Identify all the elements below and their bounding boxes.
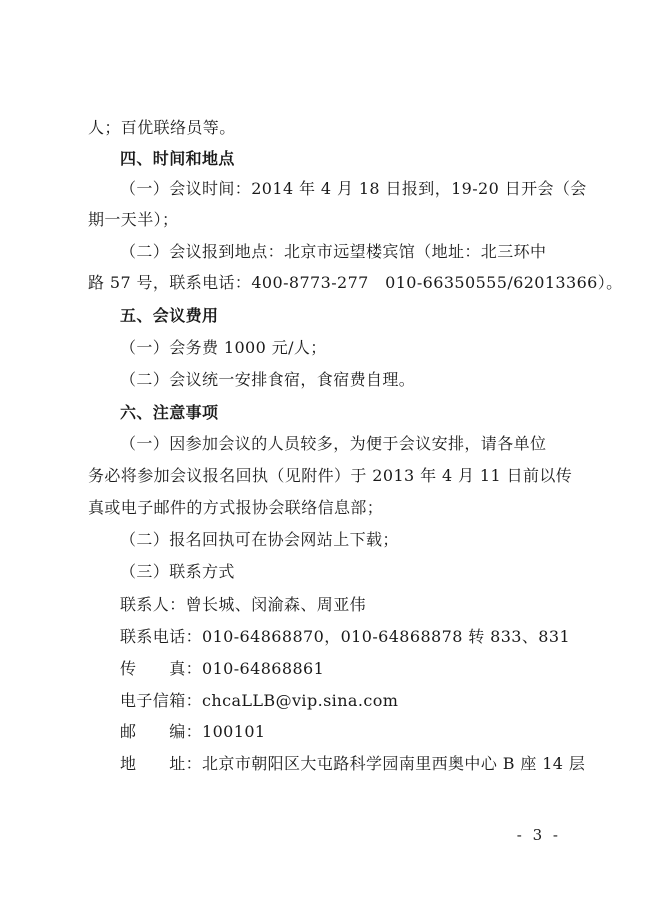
note-1-line-2: 务必将参加会议报名回执（见附件）于 2013 年 4 月 11 日前以传 bbox=[88, 466, 573, 485]
note-2: （二）报名回执可在协会网站上下载； bbox=[120, 530, 399, 549]
contact-value: 100101 bbox=[202, 722, 266, 741]
meeting-location-line-1: （二）会议报到地点：北京市远望楼宾馆（地址：北三环中 bbox=[120, 242, 547, 261]
contact-person-row bbox=[120, 594, 649, 616]
contact-value: 010-64868870，010-64868878 转 833、831 bbox=[202, 627, 571, 646]
contact-fax-row bbox=[120, 658, 649, 680]
contact-value: 北京市朝阳区大屯路科学园南里西奥中心 B 座 14 层 bbox=[202, 754, 586, 773]
page-number: - 3 - bbox=[516, 826, 561, 844]
contact-label: 邮 编： bbox=[120, 722, 203, 741]
section-heading-fees: 五、会议费用 bbox=[120, 306, 219, 325]
contact-label: 地 址： bbox=[120, 754, 203, 773]
contact-value: 010-64868861 bbox=[202, 659, 325, 678]
note-1-line-3: 真或电子邮件的方式报协会联络信息部； bbox=[88, 498, 384, 517]
fee-item-1: （一）会务费 1000 元/人； bbox=[120, 338, 327, 357]
fee-item-2: （二）会议统一安排食宿，食宿费自理。 bbox=[120, 370, 416, 389]
contact-email-row bbox=[120, 690, 649, 712]
meeting-location-line-2: 路 57 号，联系电话：400-8773-277 010-66350555/62013366）。 bbox=[88, 273, 623, 292]
contact-label: 联系电话： bbox=[120, 627, 203, 646]
contact-phone-row bbox=[120, 626, 649, 648]
paragraph-continuation: 人；百优联络员等。 bbox=[88, 118, 236, 137]
meeting-time-line-1: （一）会议时间：2014 年 4 月 18 日报到，19-20 日开会（会 bbox=[120, 179, 587, 198]
note-1-line-1: （一）因参加会议的人员较多，为便于会议安排，请各单位 bbox=[120, 434, 547, 453]
contact-label: 联系人： bbox=[120, 595, 186, 614]
contact-value: chcaLLB@vip.sina.com bbox=[202, 691, 399, 710]
contact-value: 曾长城、闵渝森、周亚伟 bbox=[185, 595, 367, 614]
contact-postcode-row bbox=[120, 721, 649, 743]
section-heading-time-location: 四、时间和地点 bbox=[120, 149, 235, 168]
meeting-time-line-2: 期一天半）； bbox=[88, 210, 179, 229]
section-heading-notes: 六、注意事项 bbox=[120, 403, 219, 422]
contact-label: 电子信箱： bbox=[120, 691, 203, 710]
contact-label: 传 真： bbox=[120, 659, 203, 678]
contact-address-row bbox=[120, 753, 649, 775]
note-3-heading: （三）联系方式 bbox=[120, 562, 235, 581]
